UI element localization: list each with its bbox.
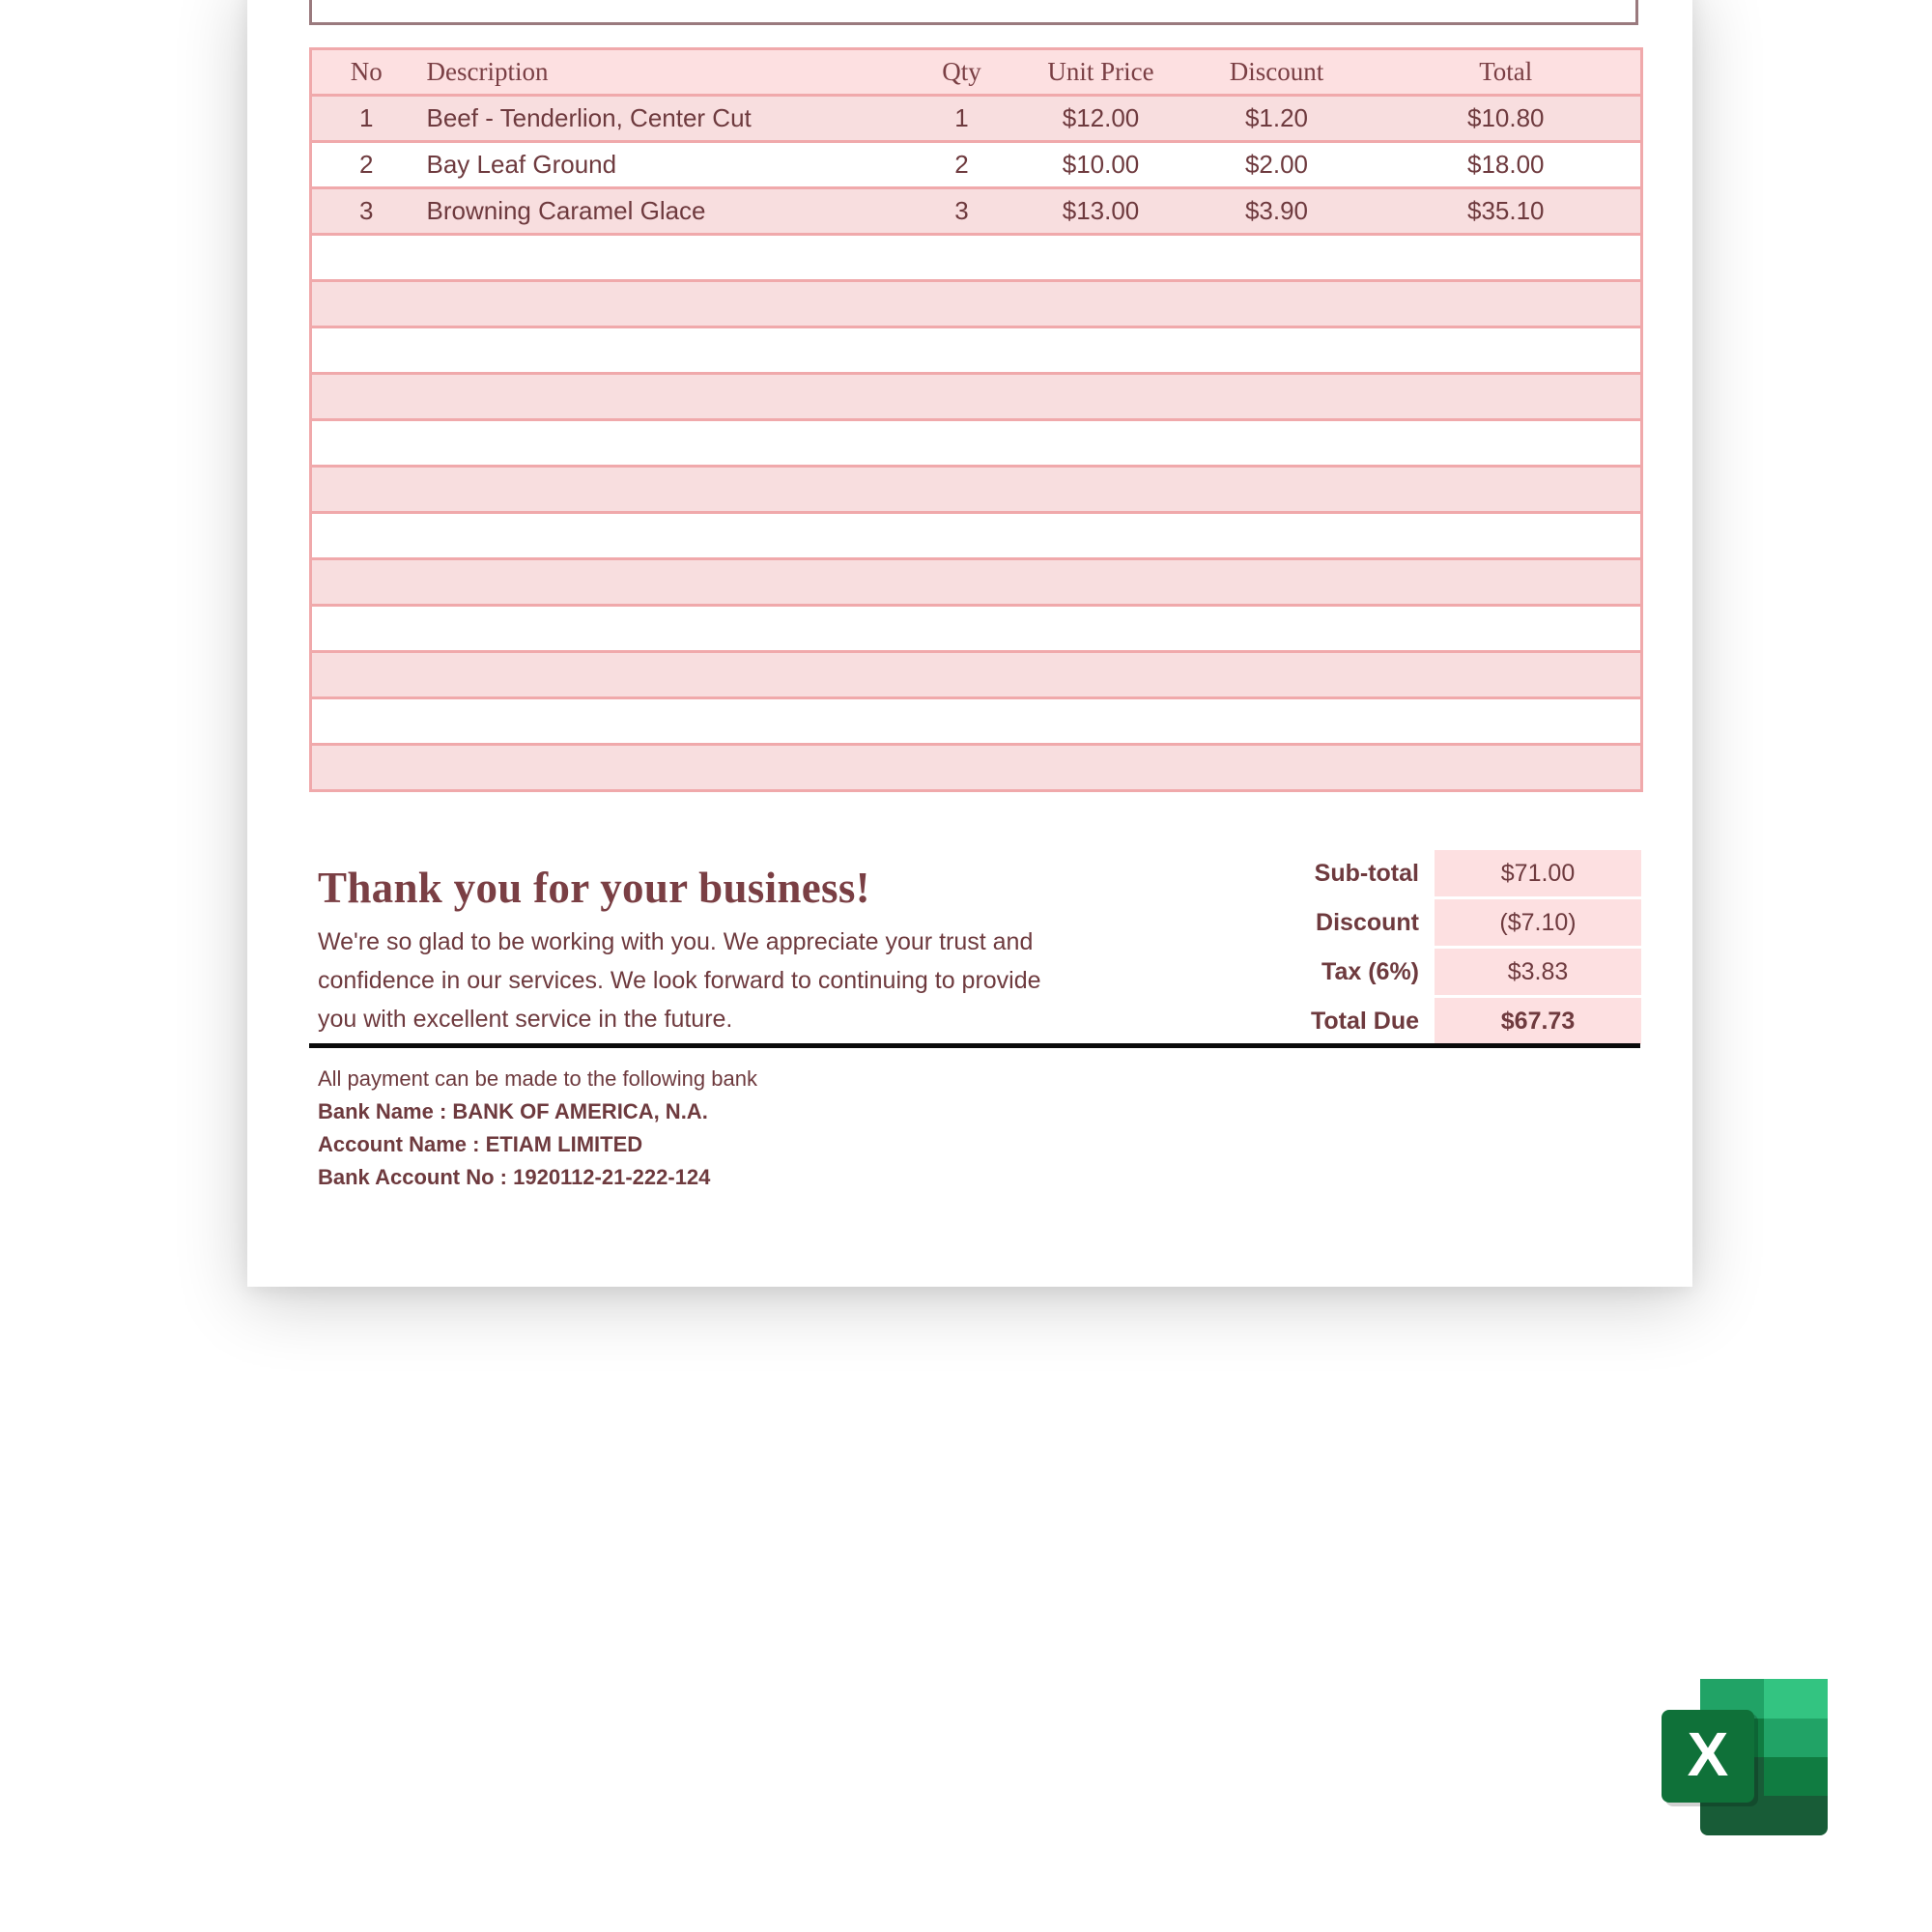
header-description: Description — [421, 49, 904, 96]
empty-row — [311, 467, 1642, 513]
tax-row — [1295, 949, 1641, 995]
row-discount: $1.20 — [1182, 96, 1372, 142]
bank-details — [318, 1063, 757, 1194]
empty-row — [311, 374, 1642, 420]
row-qty: 1 — [904, 96, 1020, 142]
row-description: Browning Caramel Glace — [421, 188, 904, 235]
subtotal-row — [1295, 850, 1641, 896]
empty-row — [311, 745, 1642, 791]
row-unit-price: $12.00 — [1020, 96, 1182, 142]
table-row — [311, 96, 1642, 142]
empty-row — [311, 559, 1642, 606]
thank-you-line: you with excellent service in the future. — [318, 1006, 733, 1033]
summary-table — [1295, 847, 1641, 1047]
row-unit-price: $13.00 — [1020, 188, 1182, 235]
row-no: 1 — [311, 96, 421, 142]
empty-row — [311, 652, 1642, 698]
row-no: 2 — [311, 142, 421, 188]
account-name-label: Account Name : — [318, 1132, 480, 1156]
header-discount: Discount — [1182, 49, 1372, 96]
empty-row — [311, 606, 1642, 652]
header-qty: Qty — [904, 49, 1020, 96]
subtotal-value: $71.00 — [1435, 850, 1641, 896]
thank-you-message — [318, 923, 1091, 1038]
discount-row — [1295, 899, 1641, 946]
account-name-value: ETIAM LIMITED — [485, 1132, 643, 1156]
empty-row — [311, 513, 1642, 559]
thank-you-section — [318, 863, 1091, 1038]
total-due-row — [1295, 998, 1641, 1044]
row-total: $18.00 — [1372, 142, 1642, 188]
tax-label: Tax (6%) — [1321, 957, 1419, 985]
row-discount: $3.90 — [1182, 188, 1372, 235]
table-row — [311, 188, 1642, 235]
header-total: Total — [1372, 49, 1642, 96]
empty-row — [311, 281, 1642, 327]
account-name-line — [318, 1128, 757, 1161]
discount-label: Discount — [1316, 908, 1419, 936]
items-table — [309, 47, 1643, 792]
row-discount: $2.00 — [1182, 142, 1372, 188]
table-header-row — [311, 49, 1642, 96]
row-qty: 2 — [904, 142, 1020, 188]
excel-icon-letter: X — [1687, 1719, 1729, 1789]
empty-row — [311, 420, 1642, 467]
bank-name-line — [318, 1095, 757, 1128]
subtotal-label: Sub-total — [1314, 859, 1419, 887]
bank-name-value: BANK OF AMERICA, N.A. — [452, 1099, 708, 1123]
row-total: $35.10 — [1372, 188, 1642, 235]
empty-row — [311, 327, 1642, 374]
account-no-label: Bank Account No : — [318, 1165, 507, 1189]
discount-value: ($7.10) — [1435, 899, 1641, 946]
total-due-value: $67.73 — [1435, 998, 1641, 1044]
bank-intro: All payment can be made to the following bank — [318, 1066, 757, 1091]
account-no-value: 1920112-21-222-124 — [513, 1165, 711, 1189]
empty-row — [311, 698, 1642, 745]
header-box-bottom — [309, 0, 1638, 25]
header-no: No — [311, 49, 421, 96]
empty-row — [311, 235, 1642, 281]
tax-value: $3.83 — [1435, 949, 1641, 995]
row-unit-price: $10.00 — [1020, 142, 1182, 188]
total-due-label: Total Due — [1310, 1007, 1419, 1035]
thank-you-line: confidence in our services. We look forward to continuing to provide — [318, 967, 1041, 994]
invoice-page — [247, 0, 1692, 1287]
thank-you-title: Thank you for your business! — [318, 864, 870, 912]
account-no-line — [318, 1161, 757, 1194]
table-row — [311, 142, 1642, 188]
divider-line — [309, 1043, 1640, 1048]
header-unit-price: Unit Price — [1020, 49, 1182, 96]
excel-icon — [1662, 1679, 1828, 1835]
thank-you-line: We're so glad to be working with you. We appreciate your trust and — [318, 928, 1034, 955]
row-total: $10.80 — [1372, 96, 1642, 142]
row-no: 3 — [311, 188, 421, 235]
row-qty: 3 — [904, 188, 1020, 235]
row-description: Bay Leaf Ground — [421, 142, 904, 188]
row-description: Beef - Tenderlion, Center Cut — [421, 96, 904, 142]
bank-name-label: Bank Name : — [318, 1099, 447, 1123]
